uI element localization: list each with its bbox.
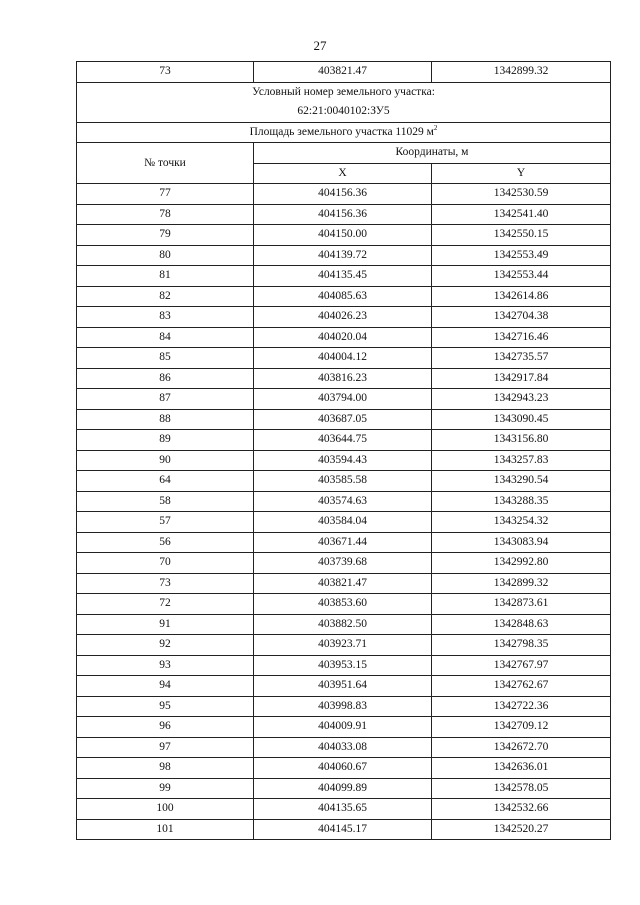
point-number-cell: 80 [77,245,254,266]
table-row [77,655,611,676]
plot-label-row [77,82,611,102]
x-coordinate-cell: 403739.68 [254,553,432,574]
x-coordinate-cell: 403821.47 [254,573,432,594]
table-row [77,614,611,635]
x-coordinate-cell: 404150.00 [254,225,432,246]
x-coordinate-cell: 403687.05 [254,409,432,430]
table-row [77,553,611,574]
table-row [77,717,611,738]
table-row [77,512,611,533]
point-number-cell: 85 [77,348,254,369]
plot-area [77,122,611,143]
x-coordinate-cell: 403584.04 [254,512,432,533]
point-number-cell: 90 [77,450,254,471]
header-row [77,143,611,164]
point-number-cell: 79 [77,225,254,246]
x-coordinate-cell: 403794.00 [254,389,432,410]
point-number-cell: 87 [77,389,254,410]
table-row [77,676,611,697]
y-coordinate-cell: 1342798.35 [432,635,611,656]
point-number-cell: 73 [77,62,254,83]
x-coordinate-cell: 403923.71 [254,635,432,656]
point-number-cell: 100 [77,799,254,820]
point-number-cell: 94 [77,676,254,697]
y-coordinate-cell: 1343156.80 [432,430,611,451]
y-coordinate-cell: 1343254.32 [432,512,611,533]
table-row [77,491,611,512]
y-coordinate-cell: 1342716.46 [432,327,611,348]
header-x: X [254,163,432,184]
x-coordinate-cell: 403644.75 [254,430,432,451]
y-coordinate-cell: 1342709.12 [432,717,611,738]
table-row [77,245,611,266]
x-coordinate-cell: 403594.43 [254,450,432,471]
x-coordinate-cell: 404004.12 [254,348,432,369]
x-coordinate-cell: 404135.45 [254,266,432,287]
y-coordinate-cell: 1342848.63 [432,614,611,635]
point-number-cell: 96 [77,717,254,738]
y-coordinate-cell: 1342762.67 [432,676,611,697]
area-unit-power: 2 [433,123,438,132]
x-coordinate-cell: 404145.17 [254,819,432,840]
point-number-cell: 88 [77,409,254,430]
x-coordinate-cell: 403951.64 [254,676,432,697]
table-row [77,409,611,430]
table-row [77,758,611,779]
plot-number-row [77,102,611,122]
table-row [77,594,611,615]
x-coordinate-cell: 404009.91 [254,717,432,738]
table-row [77,327,611,348]
y-coordinate-cell: 1342532.66 [432,799,611,820]
y-coordinate-cell: 1342672.70 [432,737,611,758]
x-coordinate-cell: 403821.47 [254,62,432,83]
x-coordinate-cell: 404156.36 [254,184,432,205]
y-coordinate-cell: 1342636.01 [432,758,611,779]
point-number-cell: 58 [77,491,254,512]
point-number-cell: 97 [77,737,254,758]
plot-area-text: Площадь земельного участка 11029 м [249,125,434,138]
x-coordinate-cell: 404020.04 [254,327,432,348]
table-row [77,799,611,820]
y-coordinate-cell: 1343290.54 [432,471,611,492]
point-number-cell: 92 [77,635,254,656]
point-number-cell: 70 [77,553,254,574]
x-coordinate-cell: 403816.23 [254,368,432,389]
table-row [77,819,611,840]
x-coordinate-cell: 403671.44 [254,532,432,553]
x-coordinate-cell: 403585.58 [254,471,432,492]
table-row [77,532,611,553]
point-number-cell: 77 [77,184,254,205]
table-row [77,368,611,389]
table-row [77,737,611,758]
table-row [77,225,611,246]
y-coordinate-cell: 1342943.23 [432,389,611,410]
x-coordinate-cell: 404033.08 [254,737,432,758]
x-coordinate-cell: 403853.60 [254,594,432,615]
table-row [77,430,611,451]
y-coordinate-cell: 1342735.57 [432,348,611,369]
y-coordinate-cell: 1342578.05 [432,778,611,799]
table-row [77,450,611,471]
x-coordinate-cell: 404060.67 [254,758,432,779]
point-number-cell: 83 [77,307,254,328]
y-coordinate-cell: 1343090.45 [432,409,611,430]
area-row [77,122,611,143]
x-coordinate-cell: 404099.89 [254,778,432,799]
table-row [77,266,611,287]
table-row [77,696,611,717]
header-point: № точки [77,143,254,184]
table-row [77,635,611,656]
point-number-cell: 73 [77,573,254,594]
point-number-cell: 93 [77,655,254,676]
table-row [77,389,611,410]
table-row [77,307,611,328]
header-coordinates: Координаты, м [254,143,611,164]
y-coordinate-cell: 1342899.32 [432,573,611,594]
point-number-cell: 101 [77,819,254,840]
table-row [77,184,611,205]
point-number-cell: 82 [77,286,254,307]
point-number-cell: 91 [77,614,254,635]
table-row [77,573,611,594]
table-row [77,348,611,369]
plot-label: Условный номер земельного участка: [77,82,611,102]
y-coordinate-cell: 1343083.94 [432,532,611,553]
point-number-cell: 78 [77,204,254,225]
table-row [77,471,611,492]
point-number-cell: 89 [77,430,254,451]
point-number-cell: 72 [77,594,254,615]
point-number-cell: 64 [77,471,254,492]
point-number-cell: 81 [77,266,254,287]
x-coordinate-cell: 404135.65 [254,799,432,820]
point-number-cell: 56 [77,532,254,553]
point-number-cell: 98 [77,758,254,779]
y-coordinate-cell: 1342553.44 [432,266,611,287]
y-coordinate-cell: 1342541.40 [432,204,611,225]
x-coordinate-cell: 403953.15 [254,655,432,676]
plot-number: 62:21:0040102:ЗУ5 [77,102,611,122]
y-coordinate-cell: 1342722.36 [432,696,611,717]
table-row [77,204,611,225]
header-y: Y [432,163,611,184]
y-coordinate-cell: 1342550.15 [432,225,611,246]
y-coordinate-cell: 1343288.35 [432,491,611,512]
x-coordinate-cell: 404026.23 [254,307,432,328]
y-coordinate-cell: 1342992.80 [432,553,611,574]
point-number-cell: 95 [77,696,254,717]
page-number: 27 [313,38,327,53]
y-coordinate-cell: 1342553.49 [432,245,611,266]
point-number-cell: 99 [77,778,254,799]
y-coordinate-cell: 1342520.27 [432,819,611,840]
point-number-cell: 57 [77,512,254,533]
y-coordinate-cell: 1342899.32 [432,62,611,83]
point-number-cell: 86 [77,368,254,389]
table-row [77,778,611,799]
coordinates-table [76,61,611,840]
point-number-cell: 84 [77,327,254,348]
y-coordinate-cell: 1342530.59 [432,184,611,205]
y-coordinate-cell: 1342767.97 [432,655,611,676]
table-row [77,286,611,307]
x-coordinate-cell: 403574.63 [254,491,432,512]
x-coordinate-cell: 404156.36 [254,204,432,225]
y-coordinate-cell: 1342704.38 [432,307,611,328]
x-coordinate-cell: 404139.72 [254,245,432,266]
y-coordinate-cell: 1343257.83 [432,450,611,471]
x-coordinate-cell: 403998.83 [254,696,432,717]
y-coordinate-cell: 1342614.86 [432,286,611,307]
table-row [77,62,611,83]
x-coordinate-cell: 404085.63 [254,286,432,307]
x-coordinate-cell: 403882.50 [254,614,432,635]
y-coordinate-cell: 1342873.61 [432,594,611,615]
y-coordinate-cell: 1342917.84 [432,368,611,389]
